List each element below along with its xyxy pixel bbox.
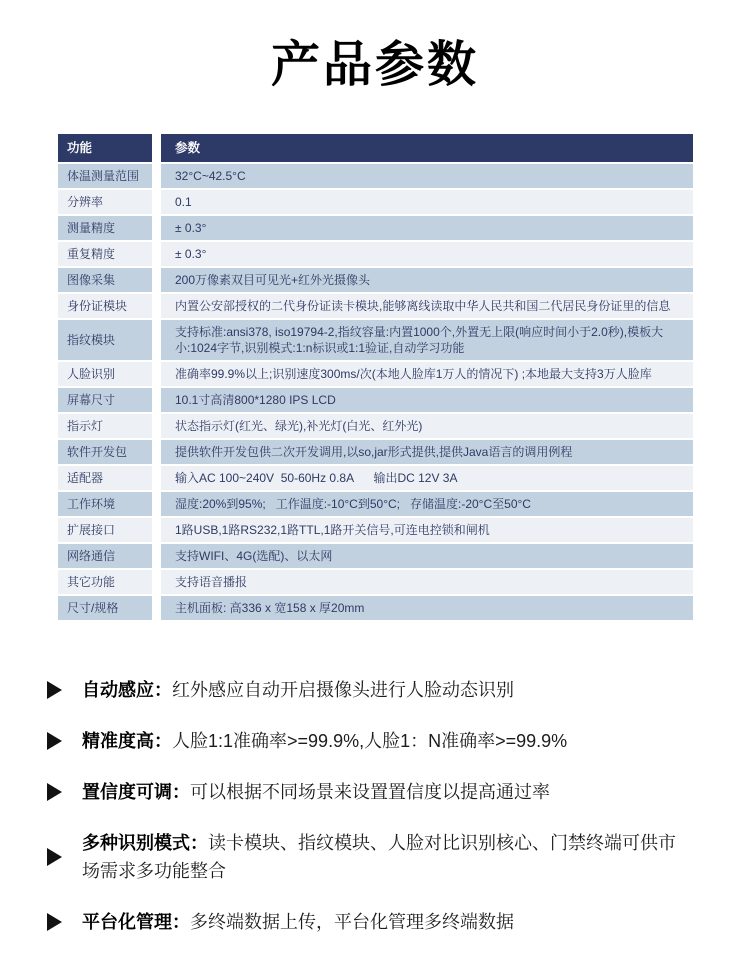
- table-row: [58, 570, 693, 596]
- spec-label: 体温测量范围: [58, 164, 152, 190]
- column-header-parameter: 参数: [152, 134, 693, 164]
- spec-label: 软件开发包: [58, 440, 152, 466]
- spec-label: 适配器: [58, 466, 152, 492]
- spec-table-section: [58, 134, 693, 622]
- spec-label: 图像采集: [58, 268, 152, 294]
- feature-title: 自动感应：: [82, 680, 172, 700]
- table-row: [58, 466, 693, 492]
- spec-value: 支持WIFI、4G(选配)、以太网: [152, 544, 693, 570]
- table-row: [58, 440, 693, 466]
- table-row: [58, 492, 693, 518]
- spec-label: 尺寸/规格: [58, 596, 152, 622]
- table-header-row: [58, 134, 693, 164]
- spec-label: 人脸识别: [58, 362, 152, 388]
- spec-value: ± 0.3°: [152, 242, 693, 268]
- table-row: [58, 164, 693, 190]
- spec-label: 指示灯: [58, 414, 152, 440]
- feature-text: [82, 778, 550, 806]
- spec-value: 主机面板: 高336 x 宽158 x 厚20mm: [152, 596, 693, 622]
- spec-label: 网络通信: [58, 544, 152, 570]
- spec-value: 湿度:20%到95%; 工作温度:-10°C到50°C; 存储温度:-20°C至50°C: [152, 492, 693, 518]
- table-row: [58, 190, 693, 216]
- spec-value: 0.1: [152, 190, 693, 216]
- feature-title: 精准度高：: [82, 731, 172, 751]
- spec-value: 32°C~42.5°C: [152, 164, 693, 190]
- table-row: [58, 544, 693, 570]
- spec-label: 屏幕尺寸: [58, 388, 152, 414]
- table-row: [58, 294, 693, 320]
- triangle-bullet-icon: [47, 913, 62, 931]
- table-row: [58, 320, 693, 362]
- spec-label: 身份证模块: [58, 294, 152, 320]
- spec-label: 测量精度: [58, 216, 152, 242]
- table-row: [58, 268, 693, 294]
- feature-text: [82, 727, 567, 755]
- triangle-bullet-icon: [47, 848, 62, 866]
- column-header-function: 功能: [58, 134, 152, 164]
- table-row: [58, 216, 693, 242]
- table-row: [58, 518, 693, 544]
- spec-value: 提供软件开发包供二次开发调用,以so,jar形式提供,提供Java语言的调用例程: [152, 440, 693, 466]
- spec-label: 工作环境: [58, 492, 152, 518]
- spec-value: 支持语音播报: [152, 570, 693, 596]
- feature-item: [47, 908, 707, 936]
- feature-text: [82, 908, 514, 936]
- spec-value: 支持标准:ansi378, iso19794-2,指纹容量:内置1000个,外置无上限(响应时间小于2.0秒),模板大小:1024字节,识别模式:1:n标识或1:1验证,自动学习功能: [152, 320, 693, 362]
- feature-desc: 可以根据不同场景来设置置信度以提高通过率: [190, 782, 550, 802]
- page-title: 产品参数: [270, 38, 479, 92]
- feature-item: [47, 676, 707, 704]
- feature-desc: 人脸1:1准确率>=99.9%,人脸1：N准确率>=99.9%: [172, 731, 568, 751]
- table-row: [58, 242, 693, 268]
- feature-title: 平台化管理：: [82, 912, 190, 932]
- feature-title: 置信度可调：: [82, 782, 190, 802]
- triangle-bullet-icon: [47, 681, 62, 699]
- feature-item: [47, 829, 707, 885]
- spec-value: 1路USB,1路RS232,1路TTL,1路开关信号,可连电控锁和闸机: [152, 518, 693, 544]
- spec-value: 10.1寸高清800*1280 IPS LCD: [152, 388, 693, 414]
- feature-desc: 红外感应自动开启摄像头进行人脸动态识别: [172, 680, 514, 700]
- table-row: [58, 362, 693, 388]
- spec-label: 其它功能: [58, 570, 152, 596]
- spec-value: 内置公安部授权的二代身份证读卡模块,能够离线读取中华人民共和国二代居民身份证里的信息: [152, 294, 693, 320]
- feature-desc: 读卡模块、指纹模块、人脸对比识别核心、门禁终端可供市场需求多功能整合: [82, 833, 676, 881]
- spec-value: 200万像素双目可见光+红外光摄像头: [152, 268, 693, 294]
- feature-list: [47, 676, 707, 936]
- spec-label: 重复精度: [58, 242, 152, 268]
- feature-desc: 多终端数据上传，平台化管理多终端数据: [190, 912, 514, 932]
- triangle-bullet-icon: [47, 732, 62, 750]
- feature-text: [82, 676, 514, 704]
- spec-value: 状态指示灯(红光、绿光),补光灯(白光、红外光): [152, 414, 693, 440]
- spec-value: ± 0.3°: [152, 216, 693, 242]
- table-row: [58, 414, 693, 440]
- spec-label: 分辨率: [58, 190, 152, 216]
- spec-value: 准确率99.9%以上;识别速度300ms/次(本地人脸库1万人的情况下) ;本地最大支持3万人脸库: [152, 362, 693, 388]
- table-row: [58, 388, 693, 414]
- spec-table-body: [58, 164, 693, 622]
- feature-text: [82, 829, 688, 885]
- feature-item: [47, 778, 707, 806]
- feature-item: [47, 727, 707, 755]
- spec-table: [58, 134, 693, 622]
- table-row: [58, 596, 693, 622]
- spec-value: 输入AC 100~240V 50-60Hz 0.8A 输出DC 12V 3A: [152, 466, 693, 492]
- spec-label: 扩展接口: [58, 518, 152, 544]
- triangle-bullet-icon: [47, 783, 62, 801]
- feature-title: 多种识别模式：: [82, 833, 208, 853]
- spec-label: 指纹模块: [58, 320, 152, 362]
